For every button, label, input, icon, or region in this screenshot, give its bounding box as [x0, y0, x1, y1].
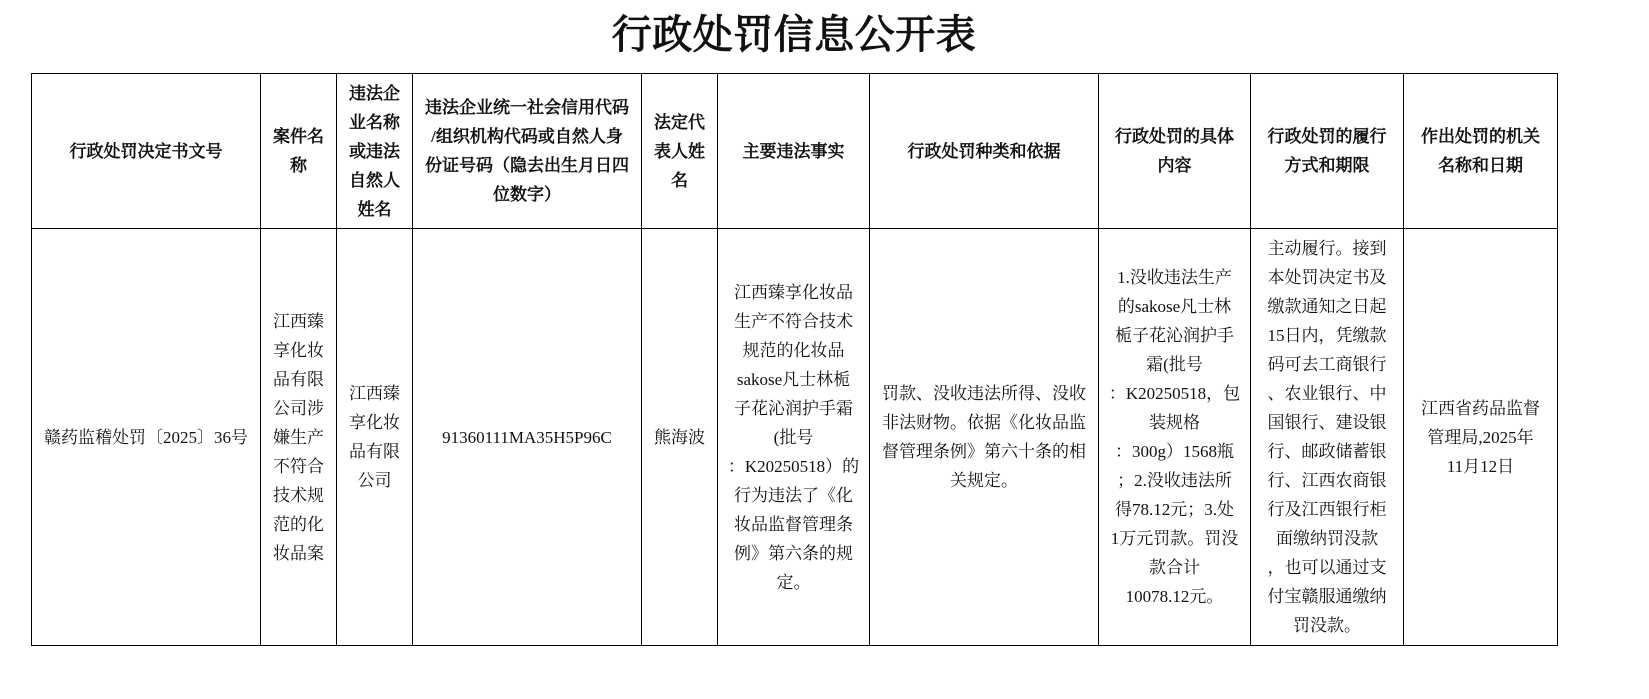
column-header-credit-code: 违法企业统一社会信用代码 /组织机构代码或自然人身 份证号码（隐去出生月日四 位数字）: [413, 74, 642, 229]
column-header-penalty-content: 行政处罚的具体 内容: [1099, 74, 1251, 229]
cell-main-violation-facts: 江西臻享化妆品 生产不符合技术 规范的化妆品 sakose凡士林栀 子花沁润护手霜 (批号 ：K20250518）的 行为违法了《化 妆品监督管理条 例》第六条的规 定。: [718, 229, 870, 646]
cell-legal-representative: 熊海波: [642, 229, 718, 646]
cell-performance-method: 主动履行。接到 本处罚决定书及 缴款通知之日起 15日内，凭缴款 码可去工商银行 、农业银行、中 国银行、建设银 行、邮政储蓄银 行、江西农商银 行及江西银行柜 面缴纳罚没款 ，也可以通过支 付宝赣服通缴纳 罚没款。: [1251, 229, 1404, 646]
cell-penalty-content: 1.没收违法生产 的sakose凡士林 栀子花沁润护手 霜(批号 ：K20250518，包 装规格 ：300g）1568瓶 ；2.没收违法所 得78.12元；3.处 1万元罚款。罚没 款合计 10078.12元。: [1099, 229, 1251, 646]
table-row: [32, 229, 1558, 646]
cell-authority-date: 江西省药品监督 管理局,2025年 11月12日: [1404, 229, 1558, 646]
column-header-performance-method: 行政处罚的履行 方式和期限: [1251, 74, 1404, 229]
column-header-legal-representative: 法定代 表人姓 名: [642, 74, 718, 229]
column-header-decision-number: 行政处罚决定书文号: [32, 74, 261, 229]
cell-penalty-type-basis: 罚款、没收违法所得、没收 非法财物。依据《化妆品监 督管理条例》第六十条的相 关规定。: [870, 229, 1099, 646]
cell-decision-number: 赣药监稽处罚〔2025〕36号: [32, 229, 261, 646]
table-header-row: [32, 74, 1558, 229]
page-title: 行政处罚信息公开表: [611, 12, 977, 57]
column-header-main-violation-facts: 主要违法事实: [718, 74, 870, 229]
column-header-penalty-type-basis: 行政处罚种类和依据: [870, 74, 1099, 229]
column-header-case-name: 案件名 称: [261, 74, 337, 229]
cell-credit-code: 91360111MA35H5P96C: [413, 229, 642, 646]
column-header-authority-date: 作出处罚的机关 名称和日期: [1404, 74, 1558, 229]
cell-violator-name: 江西臻 享化妆 品有限 公司: [337, 229, 413, 646]
cell-case-name: 江西臻 享化妆 品有限 公司涉 嫌生产 不符合 技术规 范的化 妆品案: [261, 229, 337, 646]
penalty-info-table: [31, 73, 1558, 646]
column-header-violator-name: 违法企 业名称 或违法 自然人 姓名: [337, 74, 413, 229]
